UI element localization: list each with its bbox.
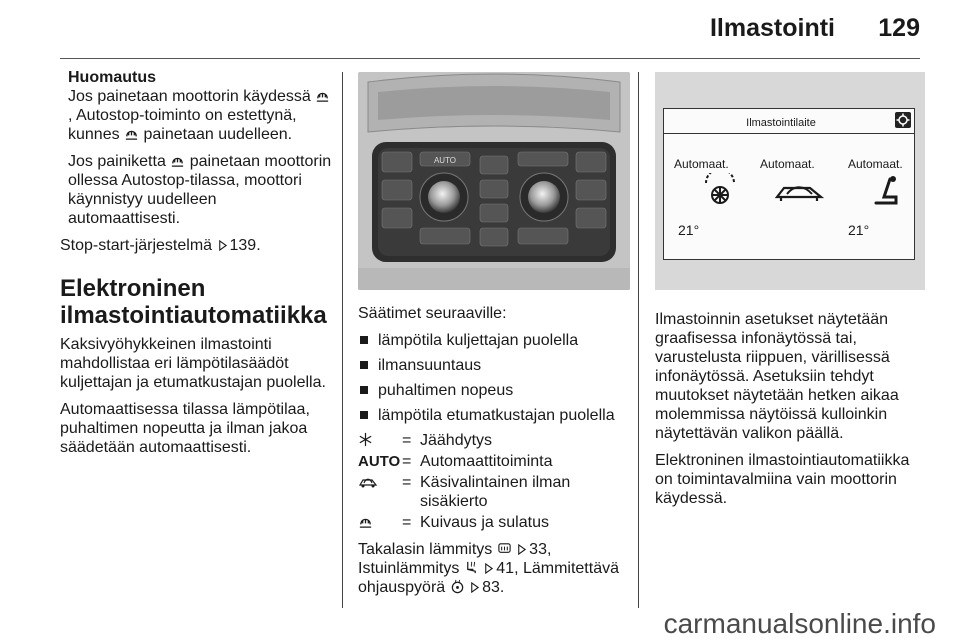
legend-row: = Käsivalintainen ilman sisäkierto: [358, 473, 630, 511]
display-description: Ilmastoinnin asetukset näytetään graafisessa infonäytössä tai, varustelusta riippuen, värillisessä infonäytössä. Asetuksiin tehdyt muutokset näytetään hetken aikaa molemmissa näytöissä kulloinkin näytettävän valikon päällä.: [655, 311, 899, 442]
defrost-icon: [124, 126, 139, 141]
related-features: Takalasin lämmitys 33, Istuinlämmitys 41, Lämmitettävä ohjauspyörä 83.: [358, 541, 619, 596]
page-header: [0, 0, 960, 60]
display-title-divider: [664, 133, 914, 134]
page-reference-icon: [483, 563, 494, 574]
section-paragraph-2: Automaattisessa tilassa lämpötilaa, puhaltimen nopeutta ja ilman jakoa säädetään automaattisesti.: [60, 401, 310, 456]
column-divider-1: [342, 72, 343, 608]
panel-illustration: [358, 72, 630, 290]
snowflake-icon: [358, 432, 373, 447]
controls-list: [358, 331, 630, 425]
passenger-temperature: 21°: [848, 222, 870, 238]
column-2: [358, 60, 630, 605]
legend-table: [358, 431, 630, 532]
watermark-text: carmanualsonline.info: [663, 608, 936, 639]
note-paragraph-1: Jos painetaan moottorin käydessä , Autostop-toiminto on estettynä, kunnes painetaan uudelleen.: [68, 87, 332, 144]
section-title: Elektroninen ilmastointiautomatiikka: [60, 275, 327, 329]
recirculation-icon: [358, 475, 378, 489]
panel-auto-label: AUTO: [433, 156, 457, 165]
header-divider: [60, 58, 920, 59]
list-item: puhaltimen nopeus: [358, 381, 630, 400]
page-reference-icon: [516, 544, 527, 555]
legend-row: = Jäähdytys: [358, 431, 630, 450]
note-title: Huomautus: [68, 69, 156, 86]
passenger-mode-label: Automaat.: [848, 157, 903, 171]
list-item: lämpötila kuljettajan puolella: [358, 331, 630, 350]
fan-speed-icon: [700, 173, 740, 207]
note-box: [68, 68, 332, 228]
operation-note: Elektroninen ilmastointiautomatiikka on toimintavalmiina vain moottorin käydessä.: [655, 452, 910, 507]
column-3: [655, 60, 925, 516]
fan-mode-label: Automaat.: [674, 157, 729, 171]
seat-heating-icon: [464, 560, 479, 575]
display-screen: [663, 108, 915, 260]
section-paragraph-1: Kaksivyöhykkeinen ilmastointi mahdollistaa eri lämpötilasäädöt kuljettajan ja etumatkustajan puolella.: [60, 336, 326, 391]
gear-icon: [895, 112, 911, 128]
steering-wheel-heating-icon: [450, 579, 465, 594]
page-number: 129: [878, 14, 920, 42]
page-title: Ilmastointi: [709, 14, 835, 42]
list-item: lämpötila etumatkustajan puolella: [358, 406, 630, 425]
climate-info-display: [655, 72, 925, 290]
passenger-seat-icon: [868, 173, 904, 209]
climate-control-panel-photo: [358, 72, 630, 290]
settings-icon[interactable]: [895, 112, 911, 128]
defrost-icon: [170, 153, 185, 168]
page-reference-icon: [217, 240, 228, 251]
stop-start-reference: Stop-start-järjestelmä 139.: [60, 237, 261, 254]
defrost-icon: [358, 514, 373, 529]
legend-row: AUTO = Automaattitoiminta: [358, 453, 553, 470]
column-1: [60, 60, 332, 465]
display-title: Ilmastointilaite: [746, 117, 816, 129]
distribution-mode-label: Automaat.: [760, 157, 815, 171]
rear-window-heating-icon: [497, 541, 512, 556]
air-distribution-car-icon: [774, 179, 824, 205]
column-divider-2: [638, 72, 639, 608]
page-reference-icon: [469, 582, 480, 593]
list-item: ilmansuuntaus: [358, 356, 630, 375]
controls-intro: Säätimet seuraaville:: [358, 305, 507, 322]
driver-temperature: 21°: [678, 222, 700, 238]
note-paragraph-2: Jos painiketta painetaan moottorin ollessa Autostop-tilassa, moottori käynnistyy uudelleen automaattisesti.: [68, 153, 332, 227]
legend-row: = Kuivaus ja sulatus: [358, 513, 630, 532]
defrost-icon: [315, 88, 330, 103]
